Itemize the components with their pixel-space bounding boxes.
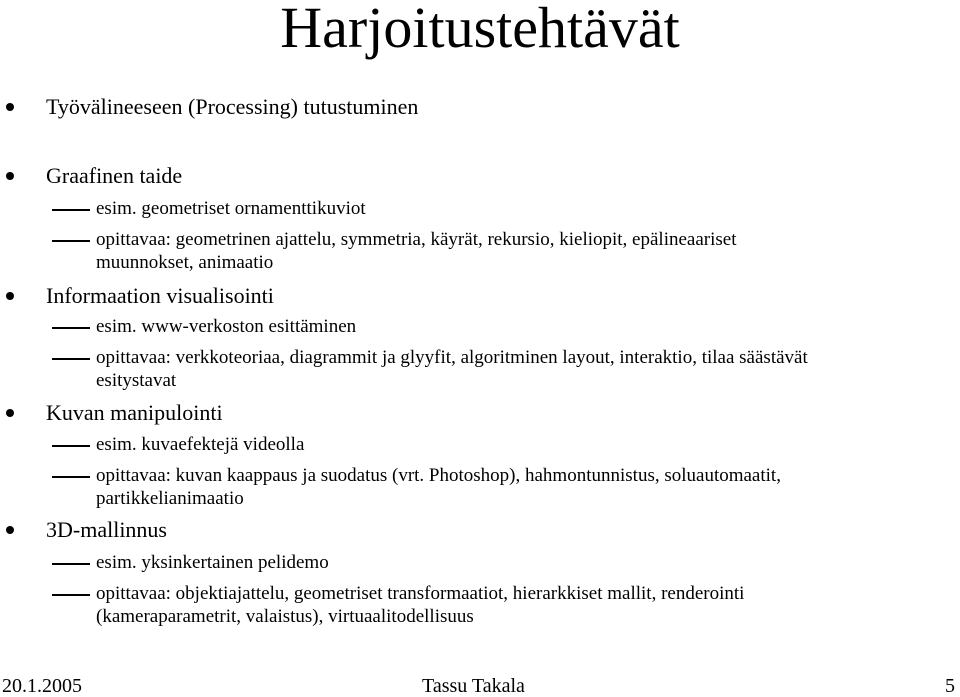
slide-title [0,0,960,64]
dash-icon [52,240,90,242]
bullet-icon [6,103,14,111]
dash-icon [52,476,90,478]
sub-list-item: esim. kuvaefektejä videolla [96,434,305,455]
sub-list-item: esim. yksinkertainen pelidemo [96,552,329,573]
list-item: Työvälineeseen (Processing) tutustuminen [46,94,419,119]
footer-page-number: 5 [945,675,955,697]
sub-list-item: opittavaa: kuvan kaappaus ja suodatus (vrt. Photoshop), hahmontunnistus, soluautomaatit, [96,465,781,486]
footer-date: 20.1.2005 [2,675,82,697]
list-item: 3D-mallinnus [46,517,167,542]
dash-icon [52,563,90,565]
dash-icon [52,209,90,211]
slide-title-text: Harjoitustehtävät [280,0,680,60]
bullet-icon [6,172,14,180]
list-item: Informaation visualisointi [46,283,274,308]
bullet-icon [6,409,14,417]
sub-list-item: esim. www-verkoston esittäminen [96,316,357,337]
sub-list-item: esim. geometriset ornamenttikuviot [96,198,366,219]
dash-icon [52,358,90,360]
bullet-icon [6,526,14,534]
footer-author: Tassu Takala [422,675,525,697]
dash-icon [52,445,90,447]
sub-list-item-continuation: muunnokset, animaatio [96,252,274,273]
sub-list-item: opittavaa: verkkoteoriaa, diagrammit ja glyyfit, algoritminen layout, interaktio, tilaa säästävät [96,347,808,368]
sub-list-item: opittavaa: objektiajattelu, geometriset transformaatiot, hierarkkiset mallit, renderointi [96,583,745,604]
list-item: Graafinen taide [46,163,183,188]
sub-list-item: opittavaa: geometrinen ajattelu, symmetria, käyrät, rekursio, kieliopit, epälineaariset [96,229,737,250]
sub-list-item-continuation: (kameraparametrit, valaistus), virtuaalitodellisuus [96,606,474,627]
sub-list-item-continuation: partikkelianimaatio [96,488,244,509]
sub-list-item-continuation: esitystavat [96,370,177,391]
list-item: Kuvan manipulointi [46,400,223,425]
bullet-icon [6,292,14,300]
dash-icon [52,327,90,329]
dash-icon [52,594,90,596]
